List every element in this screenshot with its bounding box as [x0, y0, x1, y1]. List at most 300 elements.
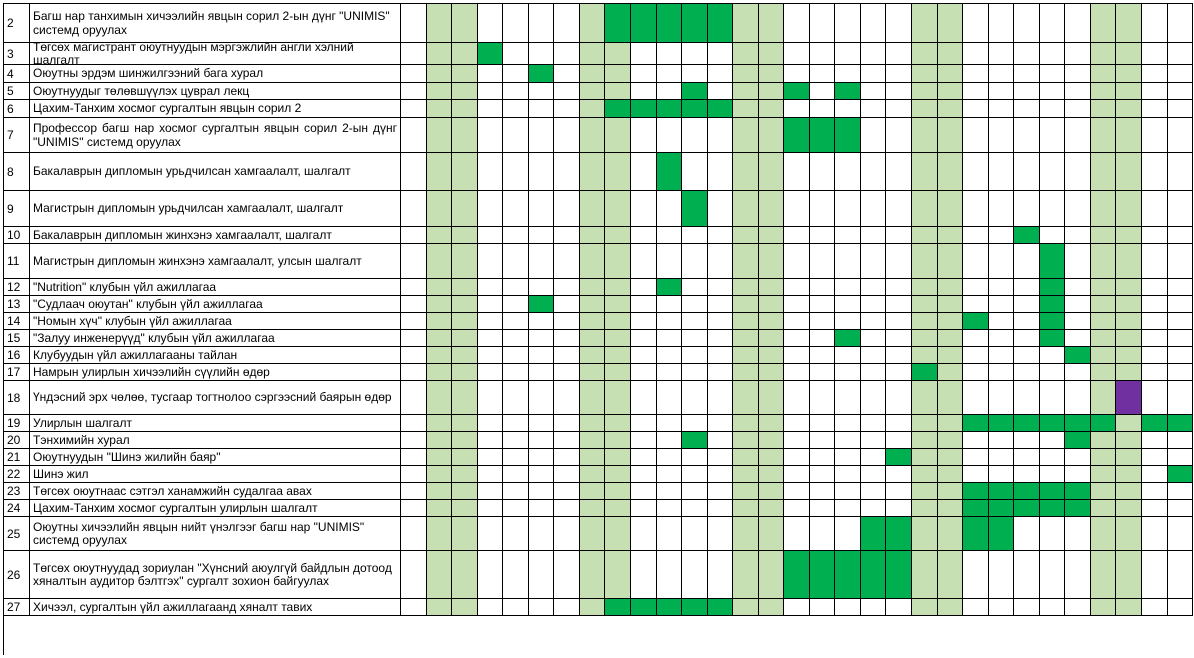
scheduled-day-cell[interactable] — [1065, 483, 1091, 500]
day-cell[interactable] — [1065, 100, 1091, 118]
day-cell[interactable] — [963, 279, 989, 296]
weekend-day-cell[interactable] — [427, 500, 452, 517]
day-cell[interactable] — [1142, 330, 1168, 347]
day-cell[interactable] — [478, 313, 503, 330]
day-cell[interactable] — [631, 432, 657, 449]
day-cell[interactable] — [529, 551, 554, 599]
row-number-cell[interactable]: 13 — [4, 296, 30, 313]
day-cell[interactable] — [810, 449, 835, 466]
row-number-cell[interactable]: 18 — [4, 381, 30, 415]
day-cell[interactable] — [886, 4, 912, 43]
weekend-day-cell[interactable] — [759, 483, 784, 500]
weekend-day-cell[interactable] — [1091, 100, 1116, 118]
task-name-cell[interactable] — [30, 381, 401, 415]
day-cell[interactable] — [989, 244, 1014, 279]
day-cell[interactable] — [657, 83, 682, 100]
weekend-day-cell[interactable] — [1116, 517, 1142, 551]
weekend-day-cell[interactable] — [759, 279, 784, 296]
scheduled-day-cell[interactable] — [963, 517, 989, 551]
day-cell[interactable] — [1014, 364, 1040, 381]
day-cell[interactable] — [657, 313, 682, 330]
day-cell[interactable] — [963, 347, 989, 364]
row-number-cell[interactable]: 17 — [4, 364, 30, 381]
weekend-day-cell[interactable] — [605, 65, 631, 83]
day-cell[interactable] — [529, 449, 554, 466]
weekend-day-cell[interactable] — [733, 313, 759, 330]
day-cell[interactable] — [657, 449, 682, 466]
weekend-day-cell[interactable] — [938, 599, 963, 616]
day-cell[interactable] — [478, 279, 503, 296]
weekend-day-cell[interactable] — [733, 381, 759, 415]
day-cell[interactable] — [963, 227, 989, 244]
weekend-day-cell[interactable] — [1091, 227, 1116, 244]
scheduled-day-cell[interactable] — [478, 43, 503, 65]
weekend-day-cell[interactable] — [733, 244, 759, 279]
day-cell[interactable] — [401, 43, 427, 65]
weekend-day-cell[interactable] — [1116, 551, 1142, 599]
day-cell[interactable] — [478, 227, 503, 244]
weekend-day-cell[interactable] — [452, 191, 478, 227]
scheduled-day-cell[interactable] — [1040, 279, 1065, 296]
scheduled-day-cell[interactable] — [1014, 500, 1040, 517]
day-cell[interactable] — [708, 483, 733, 500]
weekend-day-cell[interactable] — [938, 4, 963, 43]
day-cell[interactable] — [478, 118, 503, 153]
day-cell[interactable] — [529, 4, 554, 43]
day-cell[interactable] — [835, 279, 861, 296]
weekend-day-cell[interactable] — [733, 347, 759, 364]
day-cell[interactable] — [631, 83, 657, 100]
scheduled-day-cell[interactable] — [1040, 244, 1065, 279]
day-cell[interactable] — [529, 500, 554, 517]
day-cell[interactable] — [835, 364, 861, 381]
day-cell[interactable] — [989, 153, 1014, 191]
scheduled-day-cell[interactable] — [708, 4, 733, 43]
day-cell[interactable] — [963, 83, 989, 100]
day-cell[interactable] — [784, 296, 810, 313]
scheduled-day-cell[interactable] — [835, 83, 861, 100]
day-cell[interactable] — [657, 347, 682, 364]
weekend-day-cell[interactable] — [580, 381, 605, 415]
day-cell[interactable] — [1142, 43, 1168, 65]
weekend-day-cell[interactable] — [938, 432, 963, 449]
day-cell[interactable] — [1065, 279, 1091, 296]
day-cell[interactable] — [835, 296, 861, 313]
day-cell[interactable] — [1168, 330, 1193, 347]
weekend-day-cell[interactable] — [580, 330, 605, 347]
day-cell[interactable] — [810, 483, 835, 500]
day-cell[interactable] — [886, 415, 912, 432]
weekend-day-cell[interactable] — [912, 330, 938, 347]
weekend-day-cell[interactable] — [1116, 100, 1142, 118]
day-cell[interactable] — [810, 100, 835, 118]
day-cell[interactable] — [631, 153, 657, 191]
row-number-cell[interactable]: 10 — [4, 227, 30, 244]
day-cell[interactable] — [478, 449, 503, 466]
day-cell[interactable] — [631, 43, 657, 65]
day-cell[interactable] — [784, 65, 810, 83]
day-cell[interactable] — [835, 432, 861, 449]
day-cell[interactable] — [1142, 244, 1168, 279]
day-cell[interactable] — [1014, 432, 1040, 449]
day-cell[interactable] — [631, 296, 657, 313]
weekend-day-cell[interactable] — [605, 244, 631, 279]
day-cell[interactable] — [529, 244, 554, 279]
weekend-day-cell[interactable] — [912, 227, 938, 244]
day-cell[interactable] — [478, 599, 503, 616]
weekend-day-cell[interactable] — [733, 118, 759, 153]
day-cell[interactable] — [503, 244, 529, 279]
day-cell[interactable] — [1168, 449, 1193, 466]
day-cell[interactable] — [1014, 551, 1040, 599]
scheduled-day-cell[interactable] — [989, 517, 1014, 551]
day-cell[interactable] — [401, 364, 427, 381]
day-cell[interactable] — [989, 43, 1014, 65]
day-cell[interactable] — [1142, 483, 1168, 500]
day-cell[interactable] — [886, 83, 912, 100]
weekend-day-cell[interactable] — [759, 191, 784, 227]
task-name-cell[interactable] — [30, 4, 401, 43]
scheduled-day-cell[interactable] — [1065, 500, 1091, 517]
day-cell[interactable] — [861, 118, 886, 153]
weekend-day-cell[interactable] — [912, 244, 938, 279]
day-cell[interactable] — [1065, 43, 1091, 65]
day-cell[interactable] — [478, 347, 503, 364]
weekend-day-cell[interactable] — [912, 449, 938, 466]
weekend-day-cell[interactable] — [1116, 191, 1142, 227]
weekend-day-cell[interactable] — [1116, 83, 1142, 100]
day-cell[interactable] — [784, 500, 810, 517]
day-cell[interactable] — [503, 347, 529, 364]
day-cell[interactable] — [478, 551, 503, 599]
day-cell[interactable] — [657, 466, 682, 483]
day-cell[interactable] — [503, 43, 529, 65]
weekend-day-cell[interactable] — [1116, 279, 1142, 296]
task-name-cell[interactable] — [30, 330, 401, 347]
scheduled-day-cell[interactable] — [886, 551, 912, 599]
day-cell[interactable] — [401, 500, 427, 517]
day-cell[interactable] — [1065, 244, 1091, 279]
day-cell[interactable] — [529, 483, 554, 500]
day-cell[interactable] — [657, 364, 682, 381]
weekend-day-cell[interactable] — [1091, 153, 1116, 191]
day-cell[interactable] — [503, 432, 529, 449]
day-cell[interactable] — [682, 43, 708, 65]
weekend-day-cell[interactable] — [1091, 517, 1116, 551]
scheduled-day-cell[interactable] — [1065, 347, 1091, 364]
weekend-day-cell[interactable] — [1116, 432, 1142, 449]
day-cell[interactable] — [1014, 4, 1040, 43]
weekend-day-cell[interactable] — [912, 551, 938, 599]
day-cell[interactable] — [1065, 330, 1091, 347]
weekend-day-cell[interactable] — [912, 4, 938, 43]
weekend-day-cell[interactable] — [605, 449, 631, 466]
task-name-cell[interactable] — [30, 466, 401, 483]
weekend-day-cell[interactable] — [427, 551, 452, 599]
day-cell[interactable] — [478, 466, 503, 483]
weekend-day-cell[interactable] — [580, 83, 605, 100]
weekend-day-cell[interactable] — [759, 432, 784, 449]
weekend-day-cell[interactable] — [912, 153, 938, 191]
day-cell[interactable] — [989, 227, 1014, 244]
day-cell[interactable] — [861, 364, 886, 381]
weekend-day-cell[interactable] — [580, 517, 605, 551]
day-cell[interactable] — [529, 330, 554, 347]
weekend-day-cell[interactable] — [759, 381, 784, 415]
day-cell[interactable] — [963, 65, 989, 83]
weekend-day-cell[interactable] — [605, 381, 631, 415]
weekend-day-cell[interactable] — [733, 449, 759, 466]
weekend-day-cell[interactable] — [427, 381, 452, 415]
weekend-day-cell[interactable] — [759, 296, 784, 313]
day-cell[interactable] — [886, 364, 912, 381]
weekend-day-cell[interactable] — [605, 83, 631, 100]
weekend-day-cell[interactable] — [1116, 4, 1142, 43]
weekend-day-cell[interactable] — [938, 483, 963, 500]
day-cell[interactable] — [1014, 599, 1040, 616]
day-cell[interactable] — [478, 500, 503, 517]
weekend-day-cell[interactable] — [733, 517, 759, 551]
day-cell[interactable] — [657, 517, 682, 551]
day-cell[interactable] — [529, 381, 554, 415]
day-cell[interactable] — [989, 599, 1014, 616]
day-cell[interactable] — [529, 279, 554, 296]
weekend-day-cell[interactable] — [427, 153, 452, 191]
weekend-day-cell[interactable] — [580, 296, 605, 313]
weekend-day-cell[interactable] — [452, 517, 478, 551]
day-cell[interactable] — [835, 227, 861, 244]
day-cell[interactable] — [708, 415, 733, 432]
weekend-day-cell[interactable] — [1091, 551, 1116, 599]
weekend-day-cell[interactable] — [580, 244, 605, 279]
task-name-cell[interactable] — [30, 83, 401, 100]
day-cell[interactable] — [1065, 83, 1091, 100]
row-number-cell[interactable]: 22 — [4, 466, 30, 483]
day-cell[interactable] — [1142, 364, 1168, 381]
day-cell[interactable] — [963, 599, 989, 616]
row-number-cell[interactable]: 6 — [4, 100, 30, 118]
day-cell[interactable] — [554, 381, 580, 415]
weekend-day-cell[interactable] — [1091, 279, 1116, 296]
day-cell[interactable] — [1142, 279, 1168, 296]
day-cell[interactable] — [1168, 4, 1193, 43]
weekend-day-cell[interactable] — [759, 313, 784, 330]
day-cell[interactable] — [503, 153, 529, 191]
day-cell[interactable] — [503, 191, 529, 227]
day-cell[interactable] — [1040, 43, 1065, 65]
task-name-cell[interactable] — [30, 191, 401, 227]
day-cell[interactable] — [478, 4, 503, 43]
day-cell[interactable] — [657, 330, 682, 347]
weekend-day-cell[interactable] — [605, 415, 631, 432]
day-cell[interactable] — [529, 83, 554, 100]
day-cell[interactable] — [478, 330, 503, 347]
day-cell[interactable] — [503, 449, 529, 466]
day-cell[interactable] — [529, 432, 554, 449]
weekend-day-cell[interactable] — [452, 415, 478, 432]
weekend-day-cell[interactable] — [427, 415, 452, 432]
task-name-cell[interactable] — [30, 500, 401, 517]
day-cell[interactable] — [401, 449, 427, 466]
day-cell[interactable] — [963, 191, 989, 227]
day-cell[interactable] — [503, 551, 529, 599]
day-cell[interactable] — [861, 347, 886, 364]
scheduled-day-cell[interactable] — [1014, 483, 1040, 500]
day-cell[interactable] — [401, 279, 427, 296]
day-cell[interactable] — [810, 330, 835, 347]
day-cell[interactable] — [963, 432, 989, 449]
day-cell[interactable] — [503, 313, 529, 330]
day-cell[interactable] — [1065, 4, 1091, 43]
day-cell[interactable] — [989, 83, 1014, 100]
day-cell[interactable] — [1168, 313, 1193, 330]
day-cell[interactable] — [478, 483, 503, 500]
day-cell[interactable] — [1040, 381, 1065, 415]
weekend-day-cell[interactable] — [1116, 153, 1142, 191]
day-cell[interactable] — [835, 191, 861, 227]
scheduled-day-cell[interactable] — [605, 4, 631, 43]
day-cell[interactable] — [1142, 153, 1168, 191]
day-cell[interactable] — [401, 483, 427, 500]
day-cell[interactable] — [1168, 100, 1193, 118]
day-cell[interactable] — [401, 313, 427, 330]
day-cell[interactable] — [810, 599, 835, 616]
weekend-day-cell[interactable] — [912, 118, 938, 153]
weekend-day-cell[interactable] — [733, 483, 759, 500]
weekend-day-cell[interactable] — [938, 347, 963, 364]
weekend-day-cell[interactable] — [452, 432, 478, 449]
day-cell[interactable] — [989, 432, 1014, 449]
day-cell[interactable] — [861, 227, 886, 244]
task-name-cell[interactable] — [30, 296, 401, 313]
holiday-day-cell[interactable] — [1116, 381, 1142, 415]
day-cell[interactable] — [708, 227, 733, 244]
weekend-day-cell[interactable] — [427, 118, 452, 153]
task-name-cell[interactable] — [30, 415, 401, 432]
day-cell[interactable] — [784, 227, 810, 244]
weekend-day-cell[interactable] — [733, 551, 759, 599]
day-cell[interactable] — [554, 599, 580, 616]
scheduled-day-cell[interactable] — [810, 551, 835, 599]
day-cell[interactable] — [503, 415, 529, 432]
day-cell[interactable] — [784, 100, 810, 118]
scheduled-day-cell[interactable] — [963, 313, 989, 330]
weekend-day-cell[interactable] — [912, 100, 938, 118]
scheduled-day-cell[interactable] — [657, 153, 682, 191]
weekend-day-cell[interactable] — [605, 466, 631, 483]
weekend-day-cell[interactable] — [580, 313, 605, 330]
weekend-day-cell[interactable] — [1091, 65, 1116, 83]
day-cell[interactable] — [478, 415, 503, 432]
day-cell[interactable] — [1142, 381, 1168, 415]
day-cell[interactable] — [631, 279, 657, 296]
weekend-day-cell[interactable] — [580, 551, 605, 599]
day-cell[interactable] — [861, 43, 886, 65]
day-cell[interactable] — [478, 432, 503, 449]
scheduled-day-cell[interactable] — [989, 500, 1014, 517]
day-cell[interactable] — [835, 449, 861, 466]
day-cell[interactable] — [989, 364, 1014, 381]
task-name-cell[interactable] — [30, 39, 401, 67]
day-cell[interactable] — [886, 118, 912, 153]
day-cell[interactable] — [784, 599, 810, 616]
day-cell[interactable] — [657, 65, 682, 83]
scheduled-day-cell[interactable] — [1142, 415, 1168, 432]
day-cell[interactable] — [401, 381, 427, 415]
weekend-day-cell[interactable] — [1116, 483, 1142, 500]
day-cell[interactable] — [554, 551, 580, 599]
weekend-day-cell[interactable] — [605, 432, 631, 449]
scheduled-day-cell[interactable] — [835, 330, 861, 347]
day-cell[interactable] — [682, 347, 708, 364]
row-number-cell[interactable]: 7 — [4, 118, 30, 153]
day-cell[interactable] — [478, 364, 503, 381]
task-name-cell[interactable] — [30, 153, 401, 191]
day-cell[interactable] — [989, 4, 1014, 43]
weekend-day-cell[interactable] — [759, 65, 784, 83]
weekend-day-cell[interactable] — [1091, 483, 1116, 500]
scheduled-day-cell[interactable] — [886, 517, 912, 551]
day-cell[interactable] — [478, 65, 503, 83]
weekend-day-cell[interactable] — [1091, 296, 1116, 313]
day-cell[interactable] — [401, 517, 427, 551]
day-cell[interactable] — [810, 364, 835, 381]
row-number-cell[interactable]: 15 — [4, 330, 30, 347]
weekend-day-cell[interactable] — [605, 118, 631, 153]
weekend-day-cell[interactable] — [938, 517, 963, 551]
day-cell[interactable] — [835, 500, 861, 517]
day-cell[interactable] — [554, 313, 580, 330]
day-cell[interactable] — [810, 347, 835, 364]
day-cell[interactable] — [682, 330, 708, 347]
weekend-day-cell[interactable] — [759, 364, 784, 381]
day-cell[interactable] — [1065, 296, 1091, 313]
weekend-day-cell[interactable] — [605, 279, 631, 296]
weekend-day-cell[interactable] — [1116, 599, 1142, 616]
task-name-cell[interactable] — [30, 279, 401, 296]
weekend-day-cell[interactable] — [759, 100, 784, 118]
day-cell[interactable] — [1040, 364, 1065, 381]
day-cell[interactable] — [554, 500, 580, 517]
weekend-day-cell[interactable] — [733, 153, 759, 191]
day-cell[interactable] — [1142, 4, 1168, 43]
weekend-day-cell[interactable] — [938, 330, 963, 347]
weekend-day-cell[interactable] — [580, 449, 605, 466]
day-cell[interactable] — [784, 517, 810, 551]
day-cell[interactable] — [835, 415, 861, 432]
day-cell[interactable] — [810, 381, 835, 415]
row-number-cell[interactable]: 2 — [4, 4, 30, 43]
weekend-day-cell[interactable] — [733, 364, 759, 381]
scheduled-day-cell[interactable] — [963, 415, 989, 432]
day-cell[interactable] — [1142, 432, 1168, 449]
day-cell[interactable] — [503, 500, 529, 517]
day-cell[interactable] — [631, 381, 657, 415]
day-cell[interactable] — [1142, 191, 1168, 227]
day-cell[interactable] — [631, 313, 657, 330]
day-cell[interactable] — [886, 599, 912, 616]
day-cell[interactable] — [1014, 296, 1040, 313]
weekend-day-cell[interactable] — [427, 313, 452, 330]
day-cell[interactable] — [886, 330, 912, 347]
row-number-cell[interactable]: 5 — [4, 83, 30, 100]
row-number-cell[interactable]: 24 — [4, 500, 30, 517]
weekend-day-cell[interactable] — [938, 551, 963, 599]
day-cell[interactable] — [708, 43, 733, 65]
day-cell[interactable] — [1014, 347, 1040, 364]
day-cell[interactable] — [1040, 100, 1065, 118]
weekend-day-cell[interactable] — [733, 432, 759, 449]
